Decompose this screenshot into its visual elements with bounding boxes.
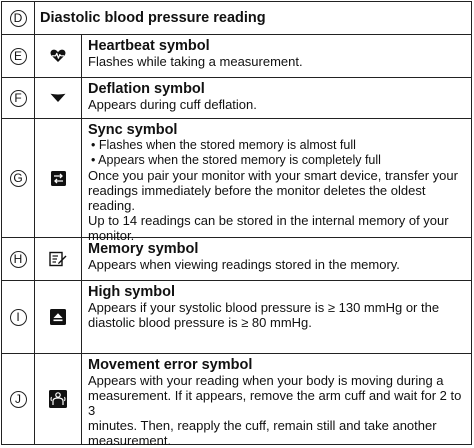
diastolic-title: Diastolic blood pressure reading bbox=[40, 10, 266, 26]
movement-error-description-line: Appears with your reading when your body is moving during a bbox=[88, 373, 444, 388]
memory-description: Appears when viewing readings stored in the memory. bbox=[88, 257, 400, 272]
heartbeat-description: Flashes while taking a measurement. bbox=[88, 54, 303, 69]
movement-error-description-line: minutes. Then, reapply the cuff, remain still and take another bbox=[88, 418, 437, 433]
deflation-icon bbox=[50, 93, 66, 103]
movement-error-description-line: measurement. If it appears, remove the arm cuff and wait for 2 to 3 bbox=[88, 388, 462, 418]
symbol-table bbox=[1, 1, 472, 448]
movement-error-icon bbox=[49, 390, 67, 408]
movement-error-title: Movement error symbol bbox=[88, 357, 253, 373]
table-row-movement-error bbox=[2, 354, 471, 448]
high-title: High symbol bbox=[88, 284, 176, 300]
high-description-line: Appears if your systolic blood pressure is ≥ 130 mmHg or the bbox=[88, 300, 440, 315]
row-letter-e: E bbox=[10, 48, 27, 65]
row-letter-d: D bbox=[10, 10, 27, 27]
sync-icon bbox=[51, 171, 66, 186]
table-row-heartbeat bbox=[2, 35, 471, 78]
row-letter-j: J bbox=[10, 391, 27, 408]
high-icon bbox=[50, 309, 66, 325]
table-row-high bbox=[2, 281, 471, 354]
row-letter-h: H bbox=[10, 251, 27, 268]
sync-title: Sync symbol bbox=[88, 122, 178, 138]
sync-bullet: • Appears when the stored memory is completely full bbox=[91, 153, 381, 167]
memory-title: Memory symbol bbox=[88, 241, 199, 257]
table-row-memory bbox=[2, 238, 471, 281]
heartbeat-icon bbox=[50, 49, 66, 63]
deflation-description: Appears during cuff deflation. bbox=[88, 97, 257, 112]
high-description-line: diastolic blood pressure is ≥ 80 mmHg. bbox=[88, 315, 312, 330]
memory-icon bbox=[49, 251, 67, 267]
movement-error-description-line: measurement. bbox=[88, 433, 172, 448]
table-row-deflation bbox=[2, 78, 471, 119]
sync-description-line: monitor. bbox=[88, 228, 135, 243]
sync-description-line: readings immediately before the monitor deletes the oldest reading. bbox=[88, 183, 426, 213]
sync-bullet: • Flashes when the stored memory is almost full bbox=[91, 138, 356, 152]
row-letter-i: I bbox=[10, 309, 27, 326]
table-row-d bbox=[2, 2, 471, 35]
sync-description-line: Once you pair your monitor with your smart device, transfer your bbox=[88, 168, 458, 183]
row-letter-g: G bbox=[10, 170, 27, 187]
deflation-title: Deflation symbol bbox=[88, 81, 205, 97]
sync-description-line: Up to 14 readings can be stored in the internal memory of your bbox=[88, 213, 449, 228]
table-row-sync bbox=[2, 119, 471, 243]
row-letter-f: F bbox=[10, 90, 27, 107]
heartbeat-title: Heartbeat symbol bbox=[88, 38, 210, 54]
